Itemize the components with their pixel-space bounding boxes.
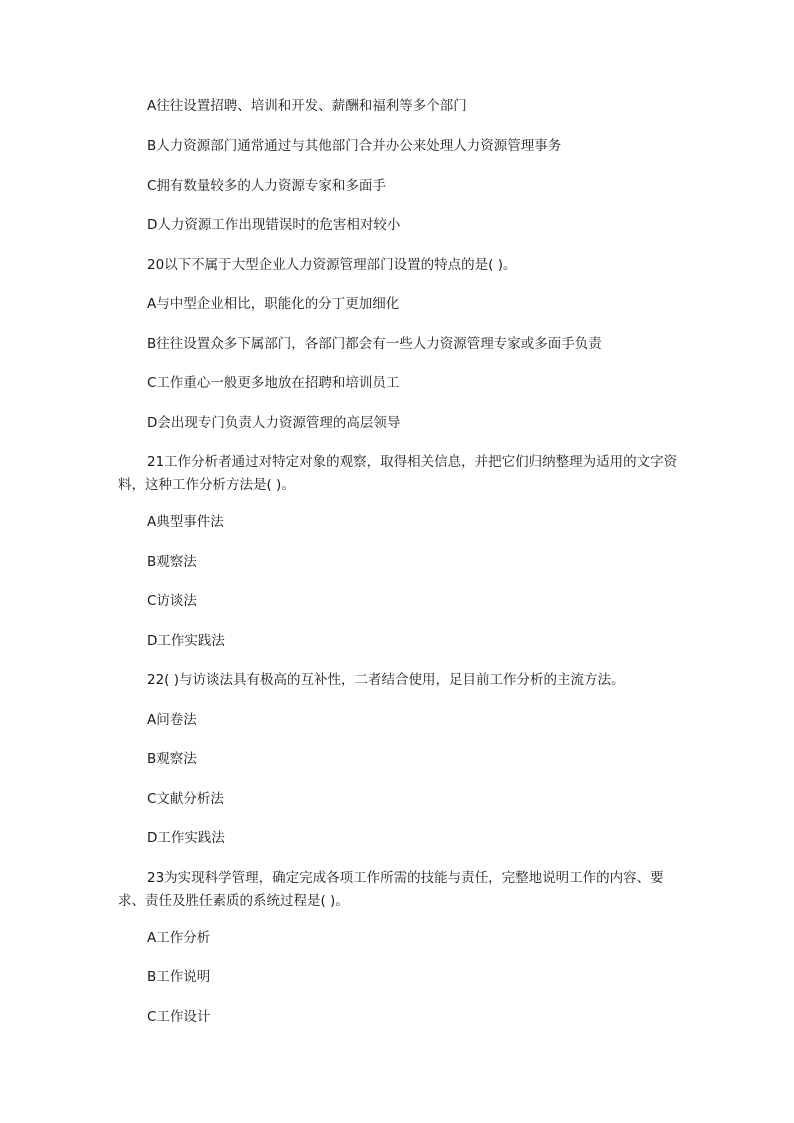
option-20-b: B往往设置众多下属部门，各部门都会有一些人力资源管理专家或多面手负责 [147,336,602,352]
option-22-a: A问卷法 [147,712,197,728]
option-23-b: B工作说明 [147,969,211,985]
question-21: 21工作分析者通过对特定对象的观察，取得相关信息，并把它们归纳整理为适用的文字资料，这种工作分析方法是( )。 [118,454,678,493]
option-22-d: D工作实践法 [147,830,225,846]
option-22-c: C文献分析法 [147,791,224,807]
option-21-b: B观察法 [147,554,197,570]
option-20-c: C工作重心一般更多地放在招聘和培训员工 [147,375,400,391]
question-20: 20以下不属于大型企业人力资源管理部门设置的特点的是( )。 [147,257,517,273]
option-20-d: D会出现专门负责人力资源管理的高层领导 [147,415,401,431]
question-23: 23为实现科学管理，确定完成各项工作所需的技能与责任，完整地说明工作的内容、要求、责任及胜任素质的系统过程是( )。 [118,870,664,909]
option-21-a: A典型事件法 [147,514,224,530]
option-19-a: A往往设置招聘、培训和开发、薪酬和福利等多个部门 [147,98,467,114]
question-22: 22( )与访谈法具有极高的互补性，二者结合使用，足目前工作分析的主流方法。 [147,672,625,688]
option-22-b: B观察法 [147,751,197,767]
option-20-a: A与中型企业相比，职能化的分丁更加细化 [147,296,400,312]
option-21-d: D工作实践法 [147,633,225,649]
option-21-c: C访谈法 [147,593,197,609]
option-23-c: C工作设计 [147,1009,211,1025]
option-19-d: D人力资源工作出现错误时的危害相对较小 [147,217,401,233]
option-23-a: A工作分析 [147,930,211,946]
option-19-b: B人力资源部门通常通过与其他部门合并办公来处理人力资源管理事务 [147,138,562,154]
option-19-c: C拥有数量较多的人力资源专家和多面手 [147,178,386,194]
